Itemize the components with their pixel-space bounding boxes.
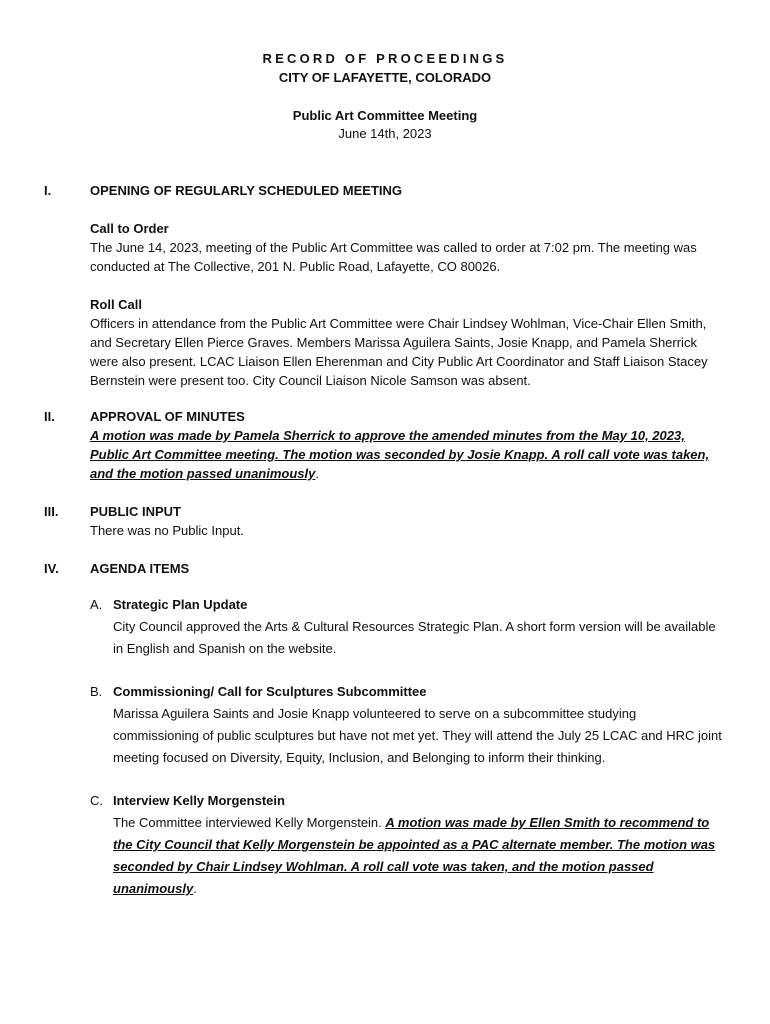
roll-call-text: Officers in attendance from the Public Art Committee were Chair Lindsey Wohlman, Vice-Chair Ellen Smith, and Secretary Ellen Pierce Graves. Members Marissa Aguilera Saints, Josie Knapp, and Pamela Sherrick were also present. LCAC Liaison Ellen Eherenman and City Public Art Coordinator and Staff Liaison Stacey Bernstein were present too. City Council Liaison Nicole Samson was absent. xyxy=(90,316,708,388)
public-input-text: There was no Public Input. xyxy=(90,523,244,538)
meeting-title: Public Art Committee Meeting xyxy=(292,108,478,123)
section-body xyxy=(90,181,720,390)
agenda-item-text: Marissa Aguilera Saints and Josie Knapp volunteered to serve on a subcommittee studying commissioning of public sculptures but have not met yet. They will attend the July 25 LCAC and HRC joint meeting focused on Diversity, Equity, Inclusion, and Belonging to inform their thinking. xyxy=(113,706,722,765)
minutes-motion-text: A motion was made by Pamela Sherrick to approve the amended minutes from the May 10, 2023, Public Art Committee meeting. The motion was seconded by Josie Knapp. A roll call vote was taken, and the motion passed unanimously xyxy=(90,428,710,481)
meeting-date: June 14th, 2023 xyxy=(338,126,432,141)
agenda-item-text: City Council approved the Arts & Cultural Resources Strategic Plan. A short form version will be available in English and Spanish on the website. xyxy=(113,619,716,656)
call-to-order-title: Call to Order xyxy=(90,221,169,236)
section-body xyxy=(90,407,720,483)
section-title: APPROVAL OF MINUTES xyxy=(90,409,245,424)
roll-call-title: Roll Call xyxy=(90,297,143,312)
section-numeral: IV. xyxy=(44,561,59,576)
agenda-item-title: Commissioning/ Call for Sculptures Subcommittee xyxy=(113,684,427,699)
section-body xyxy=(90,559,720,578)
agenda-item-letter: B. xyxy=(90,684,103,699)
section-title: AGENDA ITEMS xyxy=(90,561,190,576)
agenda-item-body xyxy=(113,681,723,769)
section-numeral: III. xyxy=(44,504,59,519)
record-of-proceedings-heading: RECORD OF PROCEEDINGS xyxy=(262,51,508,66)
section-body xyxy=(90,502,720,540)
section-title: PUBLIC INPUT xyxy=(90,504,181,519)
city-heading: CITY OF LAFAYETTE, COLORADO xyxy=(278,70,492,85)
agenda-item-title: Interview Kelly Morgenstein xyxy=(113,793,285,808)
agenda-item-letter: C. xyxy=(90,793,103,808)
appointment-motion-text: A motion was made by Ellen Smith to recommend to the City Council that Kelly Morgenstein be appointed as a PAC alternate member. The motion was seconded by Chair Lindsey Wohlman. A roll call vote was taken, and the motion passed unanimously xyxy=(113,815,716,896)
section-numeral: II. xyxy=(44,409,55,424)
agenda-item-letter: A. xyxy=(90,597,103,612)
appointment-motion-end: . xyxy=(193,881,197,896)
call-to-order-text: The June 14, 2023, meeting of the Public Art Committee was called to order at 7:02 pm. The meeting was conducted at The Collective, 201 N. Public Road, Lafayette, CO 80026. xyxy=(90,240,697,274)
agenda-item-text: The Committee interviewed Kelly Morgenstein. xyxy=(113,815,386,830)
agenda-item-body xyxy=(113,790,723,900)
agenda-item-title: Strategic Plan Update xyxy=(113,597,248,612)
agenda-item-paragraph xyxy=(113,812,723,900)
minutes-motion-end: . xyxy=(315,466,319,481)
minutes-motion-paragraph xyxy=(90,426,720,483)
agenda-item-body xyxy=(113,594,723,660)
section-numeral: I. xyxy=(44,183,52,198)
section-title: OPENING OF REGULARLY SCHEDULED MEETING xyxy=(90,183,403,198)
